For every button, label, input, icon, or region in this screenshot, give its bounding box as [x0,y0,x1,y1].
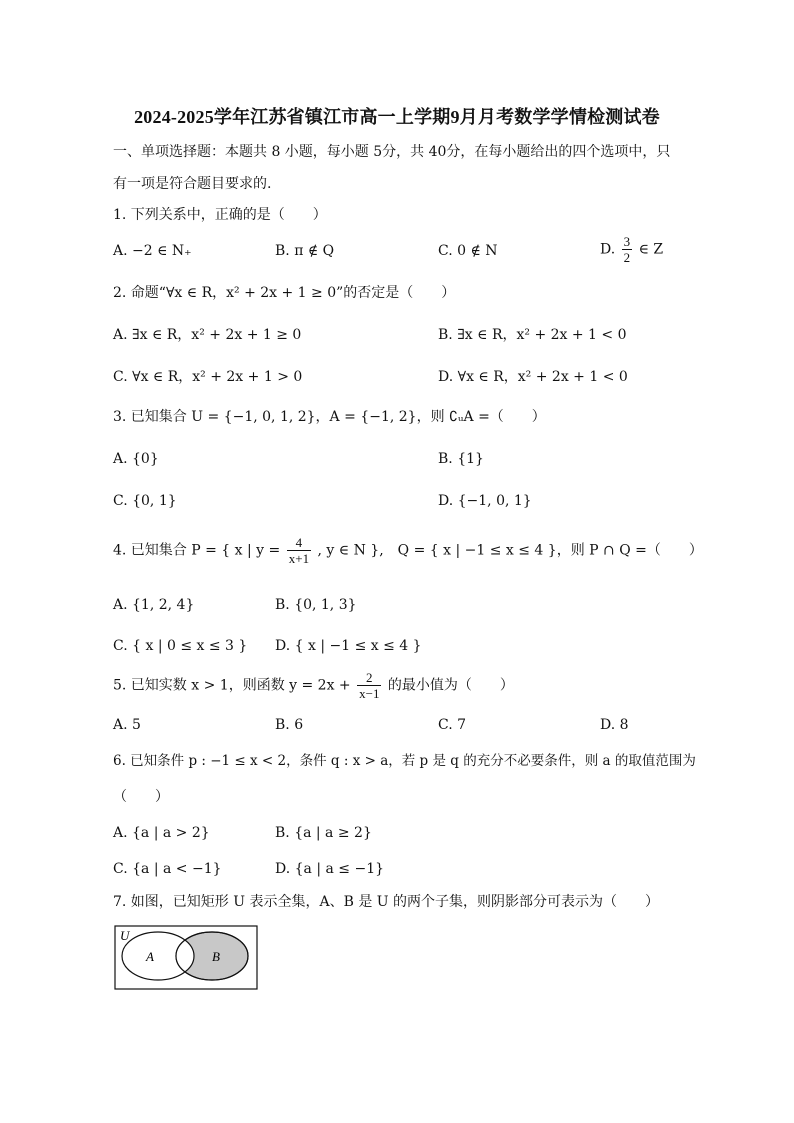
set-a-label: A [146,949,154,964]
question-2-option-b: B. ∃x ∈ R，x² + 2x + 1 < 0 [438,327,627,343]
fraction-numerator: 3 [623,234,631,249]
question-6-option-d: D. {a | a ≤ −1} [275,861,385,877]
question-6-option-b: B. {a | a ≥ 2} [275,825,372,841]
question-6-stem-paren: （ ） [113,789,169,805]
fraction-denominator: x+1 [288,551,310,566]
question-3-option-b: B. {1} [438,451,484,467]
question-4-option-c: C. { x | 0 ≤ x ≤ 3 } [113,638,248,654]
question-2-option-d: D. ∀x ∈ R，x² + 2x + 1 < 0 [438,369,628,385]
fraction-denominator: x−1 [359,686,380,701]
question-5-stem-end: 的最小值为（ ） [387,677,514,694]
question-1-option-c: C. 0 ∉ N [438,243,498,259]
question-5-option-a: A. 5 [113,717,141,733]
question-4-fraction [287,535,311,566]
question-5-option-b: B. 6 [275,717,304,733]
question-4-option-b: B. {0, 1, 3} [275,597,357,613]
question-6-option-c: C. {a | a < −1} [113,861,222,877]
question-1-option-a: A. −2 ∈ N₊ [113,243,192,259]
question-1-option-d-fraction [622,234,633,265]
question-2-stem: 2. 命题“∀x ∈ R，x² + 2x + 1 ≥ 0”的否定是（ ） [113,285,456,301]
fraction-denominator: 2 [623,250,631,265]
fraction-numerator: 4 [287,535,311,551]
question-3-option-c: C. {0, 1} [113,493,177,509]
venn-diagram [114,925,259,991]
question-4-option-d: D. { x | −1 ≤ x ≤ 4 } [275,638,422,654]
exam-title: 2024-2025学年江苏省镇江市高一上学期9月月考数学学情检测试卷 [134,107,660,127]
question-2-option-c: C. ∀x ∈ R，x² + 2x + 1 > 0 [113,369,303,385]
question-5-option-c: C. 7 [438,717,467,733]
question-1-option-d-tail: ∈ Z [638,241,664,258]
universe-label: U [120,928,130,943]
question-6-option-a: A. {a | a > 2} [113,825,210,841]
question-5-fraction [357,670,381,701]
question-6-stem: 6. 已知条件 p : −1 ≤ x < 2，条件 q : x > a，若 p 是 q 的充分不必要条件，则 a 的取值范围为 [113,753,696,769]
question-3-stem: 3. 已知集合 U = {−1, 0, 1, 2}，A = {−1, 2}，则 ∁ᵤA =（ ） [113,409,546,425]
question-1-option-b: B. π ∉ Q [275,243,335,259]
question-4-stem [113,535,703,566]
question-5-option-d: D. 8 [600,717,629,733]
question-4-option-a: A. {1, 2, 4} [113,597,195,613]
set-b-label: B [212,949,220,964]
section-instructions-line1: 一、单项选择题：本题共 8 小题，每小题 5分，共 40分，在每小题给出的四个选项中，只 [113,144,671,160]
question-1-stem: 1. 下列关系中，正确的是（ ） [113,207,327,223]
question-7-stem: 7. 如图，已知矩形 U 表示全集，A、B 是 U 的两个子集，则阴影部分可表示为（ ） [113,894,660,910]
question-4-stem-end: , y ∈ N }, Q = { x | −1 ≤ x ≤ 4 }，则 P ∩ Q =（ ） [317,542,703,559]
question-3-option-a: A. {0} [113,451,159,467]
question-3-option-d: D. {−1, 0, 1} [438,493,532,509]
question-4-stem-start: 4. 已知集合 P = { x | y = [113,542,281,559]
fraction-numerator: 2 [357,670,381,686]
question-1-option-d [600,234,663,265]
question-5-stem [113,670,514,701]
section-instructions-line2: 有一项是符合题目要求的. [113,176,272,192]
question-5-stem-start: 5. 已知实数 x > 1，则函数 y = 2x + [113,677,351,694]
question-2-option-a: A. ∃x ∈ R，x² + 2x + 1 ≥ 0 [113,327,302,343]
question-1-option-d-label: D. [600,241,616,258]
